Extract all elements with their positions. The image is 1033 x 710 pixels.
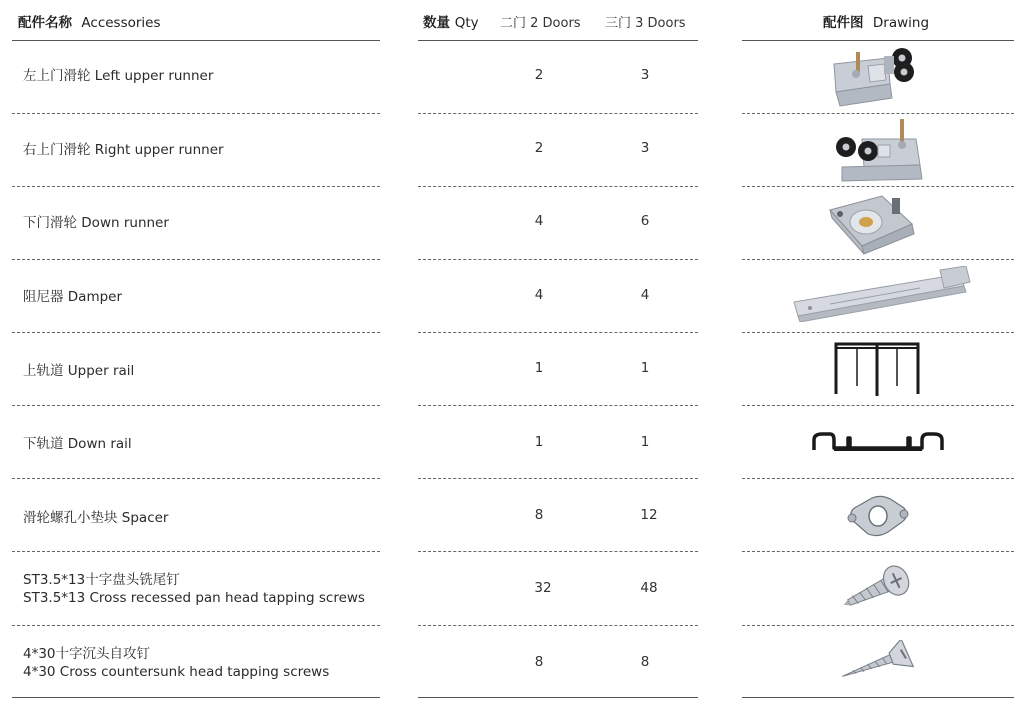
row-name-down-rail: 下轨道 Down rail [23,436,132,452]
row-name-pan-head-screws-en: ST3.5*13 Cross recessed pan head tapping screws [23,590,365,606]
row-name-spacer: 滑轮螺孔小垫块 Spacer [23,510,169,526]
row-separator [418,478,698,479]
row-qty-3doors: 48 [640,580,658,596]
row-separator [12,551,380,552]
row-separator [12,259,380,260]
row-separator [418,405,698,406]
bottom-rule-left [12,697,380,698]
header-qty-en: Qty [454,15,479,31]
header-qty [423,11,479,31]
row-qty-2doors: 2 [534,67,544,83]
row-separator [12,332,380,333]
row-qty-2doors: 1 [534,360,544,376]
header-drawing [823,11,929,31]
down-runner-icon [820,190,920,256]
row-qty-3doors: 3 [640,67,650,83]
row-name-countersunk-screws-cn: 4*30十字沉头自攻钉 [23,646,151,662]
header-accessories-en: Accessories [81,15,161,31]
header-drawing-en: Drawing [872,15,930,31]
upper-rail-icon [832,340,922,398]
countersunk-screw-icon [838,640,920,686]
row-name-left-upper-runner: 左上门滑轮 Left upper runner [23,68,214,84]
top-rule-right [742,40,1014,41]
row-qty-2doors: 32 [534,580,552,596]
row-separator [12,478,380,479]
row-qty-2doors: 4 [534,287,544,303]
row-name-pan-head-screws-cn: ST3.5*13十字盘头铣尾钉 [23,572,180,588]
row-qty-2doors: 4 [534,213,544,229]
row-qty-3doors: 4 [640,287,650,303]
row-separator [742,551,1014,552]
row-qty-3doors: 3 [640,140,650,156]
row-qty-2doors: 8 [534,654,544,670]
header-qty-cn: 数量 [423,15,450,31]
header-accessories [18,11,161,31]
pan-head-screw-icon [840,564,916,614]
row-separator [418,625,698,626]
row-name-right-upper-runner: 右上门滑轮 Right upper runner [23,142,224,158]
row-qty-3doors: 8 [640,654,650,670]
row-qty-3doors: 6 [640,213,650,229]
row-name-countersunk-screws-en: 4*30 Cross countersunk head tapping screws [23,664,330,680]
row-name-damper: 阻尼器 Damper [23,289,123,305]
header-drawing-cn: 配件图 [823,15,864,31]
row-separator [12,186,380,187]
row-qty-3doors: 12 [640,507,658,523]
row-qty-2doors: 8 [534,507,544,523]
row-separator [742,259,1014,260]
row-qty-2doors: 2 [534,140,544,156]
damper-icon [790,266,972,322]
row-separator [12,113,380,114]
row-separator [742,478,1014,479]
row-separator [12,405,380,406]
row-separator [742,186,1014,187]
row-separator [418,113,698,114]
row-qty-3doors: 1 [640,434,650,450]
row-separator [742,332,1014,333]
top-rule-left [12,40,380,41]
row-separator [418,551,698,552]
row-separator [418,332,698,333]
header-accessories-cn: 配件名称 [18,15,72,31]
row-separator [418,259,698,260]
row-name-pan-head-screws [23,571,365,607]
left-upper-runner-icon [828,44,924,108]
row-qty-3doors: 1 [640,360,650,376]
top-rule-middle [418,40,698,41]
row-name-down-runner: 下门滑轮 Down runner [23,215,169,231]
row-name-upper-rail: 上轨道 Upper rail [23,363,135,379]
header-2doors: 二门 2 Doors [500,16,581,31]
down-rail-icon [812,430,944,454]
header-3doors: 三门 3 Doors [605,16,686,31]
row-separator [742,113,1014,114]
row-separator [418,186,698,187]
bottom-rule-right [742,697,1014,698]
spacer-icon [842,492,912,540]
row-name-countersunk-screws [23,645,329,681]
right-upper-runner-icon [828,117,928,185]
bottom-rule-middle [418,697,698,698]
row-separator [742,405,1014,406]
row-qty-2doors: 1 [534,434,544,450]
row-separator [742,625,1014,626]
row-separator [12,625,380,626]
